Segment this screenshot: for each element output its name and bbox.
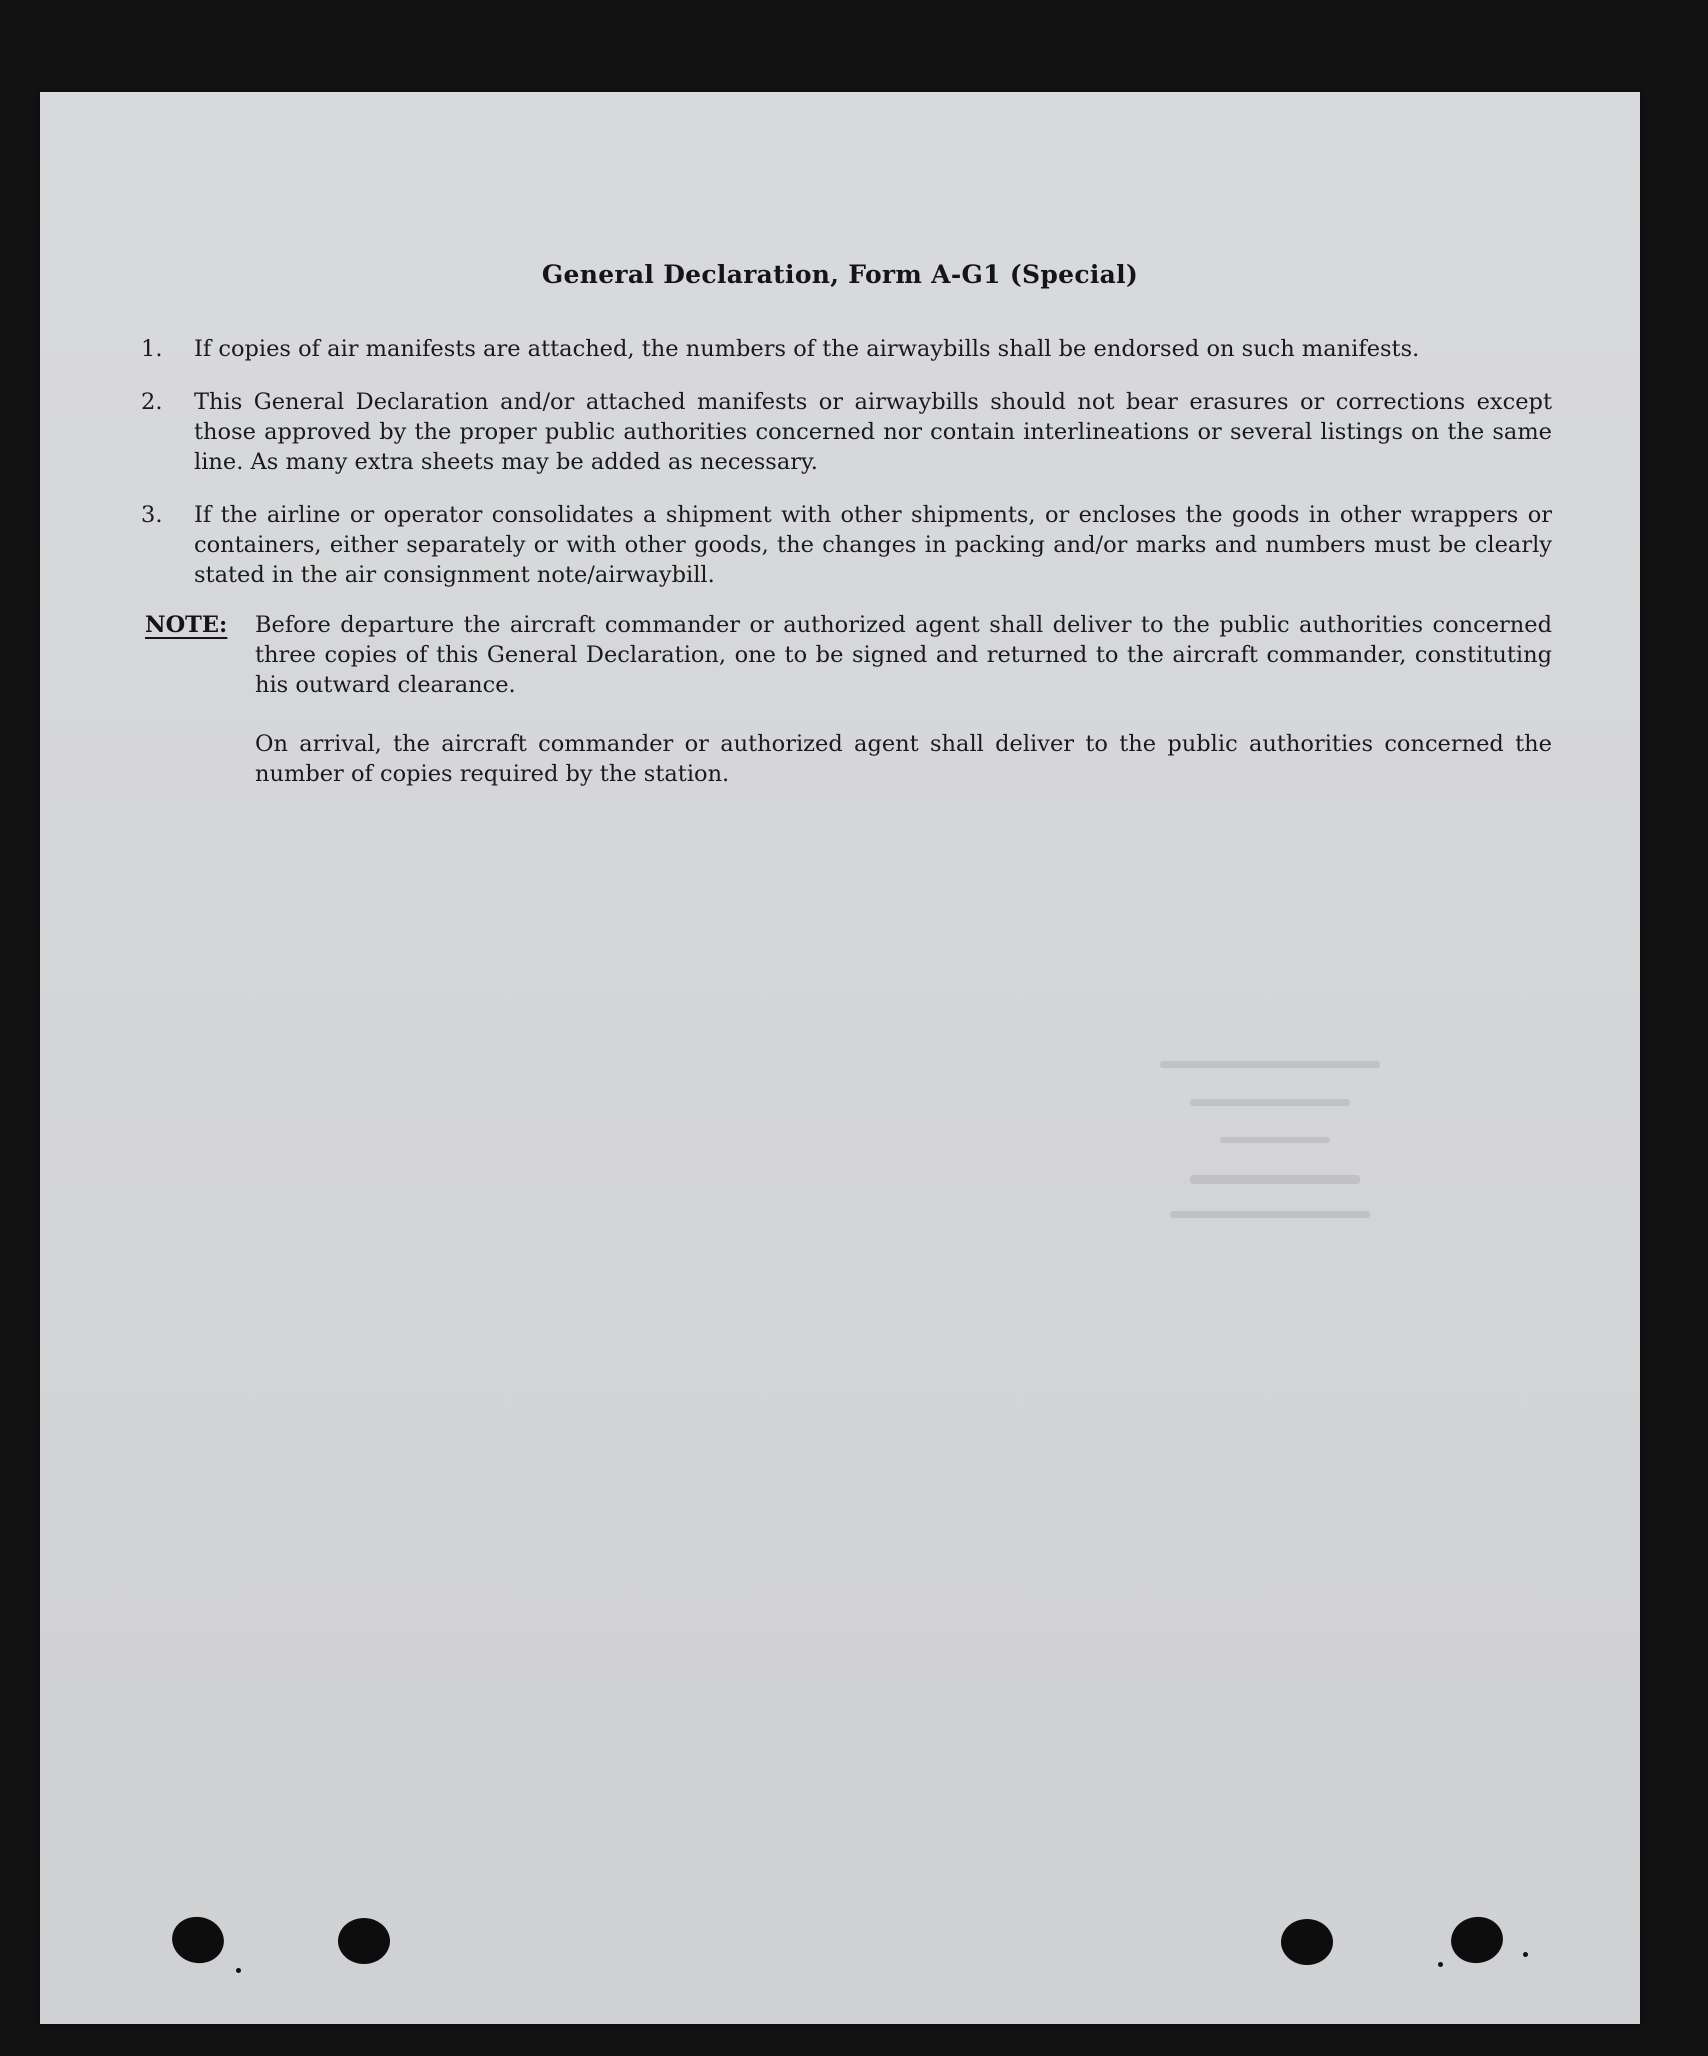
ink-speck [236,1968,241,1973]
note-paragraph-2: On arrival, the aircraft commander or authorized agent shall deliver to the public authorities concerned the number of copies required by the station. [255,731,1552,787]
ink-speck [1438,1962,1443,1967]
item-1-text: If copies of air manifests are attached, the numbers of the airwaybills shall be endorsed on such manifests. [194,336,1420,362]
note-paragraph-1: Before departure the aircraft commander or authorized agent shall deliver to the public authorities concerned three copies of this General Declaration, one to be signed and returned to the aircraft commander, constituting his outward clearance. [255,612,1552,698]
punch-hole-icon [338,1918,390,1964]
faint-stamp-icon [1150,1047,1390,1237]
item-3-number: 3. [141,502,163,528]
ink-speck [1523,1952,1528,1957]
item-3-text: If the airline or operator consolidates a shipment with other shipments, or encloses the goods in other wrappers or containers, either separately or with other goods, the changes in packing and/or marks and numbers must be clearly stated in the air consignment note/airwaybill. [194,502,1552,588]
note-label: NOTE: [145,612,228,638]
document-page [40,92,1640,2024]
item-2-text: This General Declaration and/or attached manifests or airwaybills should not bear erasures or corrections except those approved by the proper public authorities concerned nor contain interlineations or several listings on the same line. As many extra sheets may be added as necessary. [194,389,1552,475]
document-title: General Declaration, Form A-G1 (Special) [541,260,1139,289]
punch-hole-icon [168,1912,228,1968]
punch-hole-icon [1447,1913,1506,1967]
item-1-number: 1. [141,336,163,362]
punch-hole-icon [1281,1919,1333,1965]
item-2-number: 2. [141,389,163,415]
